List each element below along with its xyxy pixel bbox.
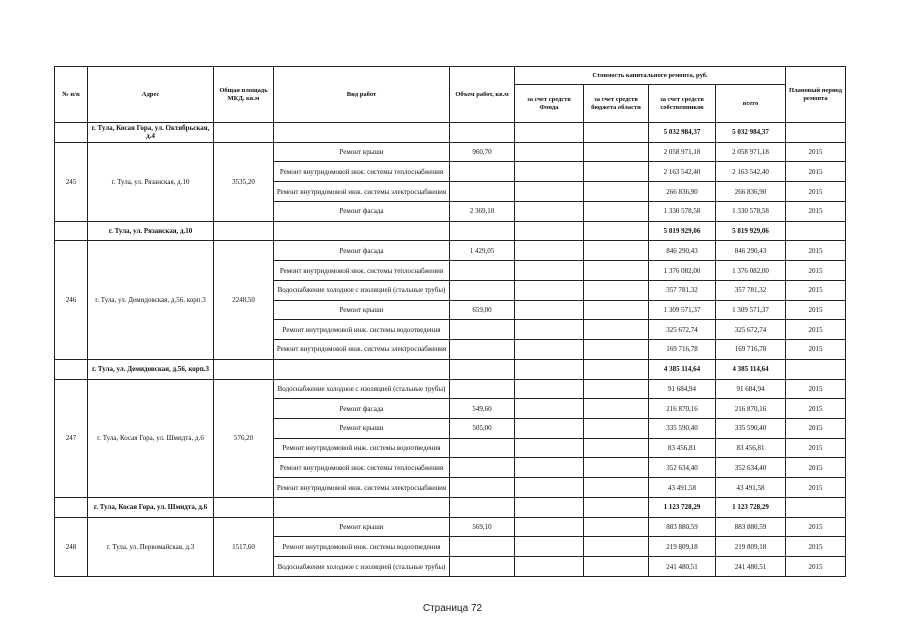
- row-num-cell: [55, 359, 88, 379]
- owners-cell: 91 684,94: [649, 379, 716, 399]
- region-cell: [584, 537, 649, 557]
- volume-cell: [450, 379, 515, 399]
- address-total-label: г. Тула, Косая Гора, ул. Октябрьская, д.4: [88, 123, 214, 143]
- region-cell: [584, 201, 649, 221]
- owners-cell: 352 634,40: [649, 458, 716, 478]
- fund-cell: [515, 438, 584, 458]
- fund-cell: [515, 201, 584, 221]
- volume-cell: [450, 320, 515, 340]
- volume-cell: [450, 438, 515, 458]
- header-cost-group: Стоимость капитального ремонта, руб.: [515, 67, 786, 85]
- volume-cell: 1 429,05: [450, 241, 515, 261]
- work-cell: Ремонт внутридомовой инж. системы электроснабжения: [274, 478, 450, 498]
- work-cell: [274, 123, 450, 143]
- owners-cell: 357 781,32: [649, 280, 716, 300]
- period-cell: [786, 221, 846, 241]
- work-cell: [274, 221, 450, 241]
- fund-cell: [515, 399, 584, 419]
- area-cell: 576,20: [214, 379, 274, 497]
- header-owners: за счет средств собственников: [649, 85, 716, 123]
- total-cell: 2 163 542,40: [716, 162, 786, 182]
- period-cell: 2015: [786, 478, 846, 498]
- header-period: Плановый период ремонта: [786, 67, 846, 123]
- address-cell: г. Тула, ул. Демидовская, д.56, корп.3: [88, 241, 214, 359]
- region-cell: [584, 300, 649, 320]
- area-cell: 1517,60: [214, 517, 274, 576]
- total-cell: 266 836,90: [716, 182, 786, 202]
- header-area: Общая площадь МКД, кв.м: [214, 67, 274, 123]
- work-cell: Ремонт внутридомовой инж. системы электроснабжения: [274, 340, 450, 360]
- address-total-label: г. Тула, ул. Рязанская, д.10: [88, 221, 214, 241]
- total-cell: 5 819 929,06: [716, 221, 786, 241]
- period-cell: 2015: [786, 557, 846, 577]
- region-cell: [584, 123, 649, 143]
- fund-cell: [515, 221, 584, 241]
- total-cell: 91 684,94: [716, 379, 786, 399]
- region-cell: [584, 478, 649, 498]
- row-num-cell: 248: [55, 517, 88, 576]
- volume-cell: [450, 537, 515, 557]
- owners-cell: 2 058 971,18: [649, 142, 716, 162]
- owners-cell: 43 491,58: [649, 478, 716, 498]
- address-cell: г. Тула, Косая Гора, ул. Шмидта, д.6: [88, 379, 214, 497]
- region-cell: [584, 497, 649, 517]
- fund-cell: [515, 320, 584, 340]
- fund-cell: [515, 478, 584, 498]
- work-cell: Ремонт крыши: [274, 142, 450, 162]
- work-cell: Водоснабжение холодное с изоляцией (стальные трубы): [274, 280, 450, 300]
- area-cell: [214, 123, 274, 143]
- fund-cell: [515, 340, 584, 360]
- volume-cell: [450, 123, 515, 143]
- volume-cell: 569,10: [450, 517, 515, 537]
- period-cell: 2015: [786, 517, 846, 537]
- address-total-label: г. Тула, Косая Гора, ул. Шмидта, д.6: [88, 497, 214, 517]
- work-cell: [274, 497, 450, 517]
- owners-cell: 83 456,81: [649, 438, 716, 458]
- volume-cell: 960,70: [450, 142, 515, 162]
- total-cell: 1 309 571,37: [716, 300, 786, 320]
- period-cell: 2015: [786, 261, 846, 281]
- area-cell: [214, 497, 274, 517]
- work-cell: Ремонт фасада: [274, 399, 450, 419]
- period-cell: 2015: [786, 399, 846, 419]
- total-cell: 335 590,40: [716, 419, 786, 439]
- total-cell: 219 809,18: [716, 537, 786, 557]
- area-cell: 3535,20: [214, 142, 274, 221]
- total-cell: 883 880,59: [716, 517, 786, 537]
- area-cell: [214, 221, 274, 241]
- fund-cell: [515, 359, 584, 379]
- region-cell: [584, 340, 649, 360]
- volume-cell: [450, 182, 515, 202]
- total-cell: 357 781,32: [716, 280, 786, 300]
- fund-cell: [515, 497, 584, 517]
- region-cell: [584, 142, 649, 162]
- region-cell: [584, 261, 649, 281]
- volume-cell: 549,60: [450, 399, 515, 419]
- volume-cell: [450, 478, 515, 498]
- volume-cell: 659,00: [450, 300, 515, 320]
- table-row: [55, 379, 846, 399]
- region-cell: [584, 557, 649, 577]
- fund-cell: [515, 517, 584, 537]
- owners-cell: 1 376 082,00: [649, 261, 716, 281]
- period-cell: [786, 497, 846, 517]
- region-cell: [584, 162, 649, 182]
- table-body: [55, 123, 846, 577]
- work-cell: Ремонт крыши: [274, 419, 450, 439]
- total-cell: 4 385 114,64: [716, 359, 786, 379]
- period-cell: 2015: [786, 438, 846, 458]
- total-cell: 2 058 971,18: [716, 142, 786, 162]
- work-cell: [274, 359, 450, 379]
- header-volume: Объем работ, кв.м: [450, 67, 515, 123]
- period-cell: 2015: [786, 201, 846, 221]
- total-cell: 169 716,78: [716, 340, 786, 360]
- volume-cell: [450, 497, 515, 517]
- row-num-cell: [55, 497, 88, 517]
- volume-cell: [450, 340, 515, 360]
- fund-cell: [515, 537, 584, 557]
- work-cell: Ремонт внутридомовой инж. системы теплоснабжения: [274, 162, 450, 182]
- region-cell: [584, 280, 649, 300]
- header-work: Вид работ: [274, 67, 450, 123]
- volume-cell: [450, 162, 515, 182]
- total-cell: 5 032 984,37: [716, 123, 786, 143]
- row-num-cell: 245: [55, 142, 88, 221]
- volume-cell: 505,00: [450, 419, 515, 439]
- work-cell: Ремонт внутридомовой инж. системы теплоснабжения: [274, 261, 450, 281]
- work-cell: Ремонт внутридомовой инж. системы электроснабжения: [274, 182, 450, 202]
- work-cell: Ремонт внутридомовой инж. системы теплоснабжения: [274, 458, 450, 478]
- period-cell: 2015: [786, 320, 846, 340]
- fund-cell: [515, 261, 584, 281]
- total-cell: 325 672,74: [716, 320, 786, 340]
- owners-cell: 1 123 728,29: [649, 497, 716, 517]
- area-cell: [214, 359, 274, 379]
- owners-cell: 216 870,16: [649, 399, 716, 419]
- owners-cell: 5 032 984,37: [649, 123, 716, 143]
- volume-cell: 2 369,10: [450, 201, 515, 221]
- fund-cell: [515, 557, 584, 577]
- period-cell: 2015: [786, 537, 846, 557]
- period-cell: 2015: [786, 162, 846, 182]
- owners-cell: 5 819 929,06: [649, 221, 716, 241]
- region-cell: [584, 517, 649, 537]
- owners-cell: 2 163 542,40: [649, 162, 716, 182]
- table-row: [55, 241, 846, 261]
- fund-cell: [515, 142, 584, 162]
- header-total: всего: [716, 85, 786, 123]
- region-cell: [584, 182, 649, 202]
- volume-cell: [450, 280, 515, 300]
- fund-cell: [515, 379, 584, 399]
- volume-cell: [450, 221, 515, 241]
- work-cell: Ремонт фасада: [274, 201, 450, 221]
- region-cell: [584, 399, 649, 419]
- address-cell: г. Тула, ул. Рязанская, д.10: [88, 142, 214, 221]
- fund-cell: [515, 280, 584, 300]
- table-row: [55, 142, 846, 162]
- row-num-cell: [55, 123, 88, 143]
- work-cell: Водоснабжение холодное с изоляцией (стальные трубы): [274, 379, 450, 399]
- region-cell: [584, 379, 649, 399]
- volume-cell: [450, 458, 515, 478]
- work-cell: Ремонт крыши: [274, 517, 450, 537]
- owners-cell: 241 480,51: [649, 557, 716, 577]
- owners-cell: 219 809,18: [649, 537, 716, 557]
- period-cell: 2015: [786, 458, 846, 478]
- region-cell: [584, 221, 649, 241]
- period-cell: [786, 123, 846, 143]
- period-cell: 2015: [786, 300, 846, 320]
- page-number: Страница 72: [422, 603, 483, 614]
- header-region: за счет средств бюджета области: [584, 85, 649, 123]
- owners-cell: 883 880,59: [649, 517, 716, 537]
- total-cell: 1 123 728,29: [716, 497, 786, 517]
- owners-cell: 325 672,74: [649, 320, 716, 340]
- fund-cell: [515, 419, 584, 439]
- owners-cell: 1 330 578,58: [649, 201, 716, 221]
- area-cell: 2248,50: [214, 241, 274, 359]
- address-total-row: [55, 221, 846, 241]
- region-cell: [584, 359, 649, 379]
- total-cell: 846 290,43: [716, 241, 786, 261]
- total-cell: 1 376 082,00: [716, 261, 786, 281]
- owners-cell: 335 590,40: [649, 419, 716, 439]
- volume-cell: [450, 261, 515, 281]
- row-num-cell: [55, 221, 88, 241]
- address-total-label: г. Тула, ул. Демидовская, д.56, корп.3: [88, 359, 214, 379]
- period-cell: [786, 359, 846, 379]
- row-num-cell: 247: [55, 379, 88, 497]
- table-row: [55, 517, 846, 537]
- table-header: [55, 67, 846, 123]
- work-cell: Ремонт внутридомовой инж. системы водоотведения: [274, 320, 450, 340]
- header-num: № п/п: [55, 67, 88, 123]
- owners-cell: 266 836,90: [649, 182, 716, 202]
- work-cell: Ремонт крыши: [274, 300, 450, 320]
- region-cell: [584, 458, 649, 478]
- total-cell: 83 456,81: [716, 438, 786, 458]
- owners-cell: 169 716,78: [649, 340, 716, 360]
- owners-cell: 846 290,43: [649, 241, 716, 261]
- work-cell: Ремонт внутридомовой инж. системы водоотведения: [274, 438, 450, 458]
- work-cell: Водоснабжение холодное с изоляцией (стальные трубы): [274, 557, 450, 577]
- period-cell: 2015: [786, 379, 846, 399]
- row-num-cell: 246: [55, 241, 88, 359]
- total-cell: 1 330 578,58: [716, 201, 786, 221]
- work-cell: Ремонт фасада: [274, 241, 450, 261]
- volume-cell: [450, 557, 515, 577]
- address-total-row: [55, 359, 846, 379]
- fund-cell: [515, 300, 584, 320]
- period-cell: 2015: [786, 142, 846, 162]
- fund-cell: [515, 241, 584, 261]
- address-cell: г. Тула, ул. Первомайская, д.3: [88, 517, 214, 576]
- fund-cell: [515, 123, 584, 143]
- header-fund: за счет средств Фонда: [515, 85, 584, 123]
- period-cell: 2015: [786, 419, 846, 439]
- period-cell: 2015: [786, 241, 846, 261]
- fund-cell: [515, 182, 584, 202]
- period-cell: 2015: [786, 340, 846, 360]
- region-cell: [584, 419, 649, 439]
- fund-cell: [515, 458, 584, 478]
- owners-cell: 4 385 114,64: [649, 359, 716, 379]
- address-total-row: [55, 497, 846, 517]
- address-total-row: [55, 123, 846, 143]
- region-cell: [584, 438, 649, 458]
- period-cell: 2015: [786, 280, 846, 300]
- total-cell: 352 634,40: [716, 458, 786, 478]
- fund-cell: [515, 162, 584, 182]
- period-cell: 2015: [786, 182, 846, 202]
- header-address: Адрес: [88, 67, 214, 123]
- region-cell: [584, 320, 649, 340]
- volume-cell: [450, 359, 515, 379]
- total-cell: 241 480,51: [716, 557, 786, 577]
- owners-cell: 1 309 571,37: [649, 300, 716, 320]
- region-cell: [584, 241, 649, 261]
- total-cell: 43 491,58: [716, 478, 786, 498]
- capital-repair-table: [54, 66, 846, 577]
- work-cell: Ремонт внутридомовой инж. системы водоотведения: [274, 537, 450, 557]
- total-cell: 216 870,16: [716, 399, 786, 419]
